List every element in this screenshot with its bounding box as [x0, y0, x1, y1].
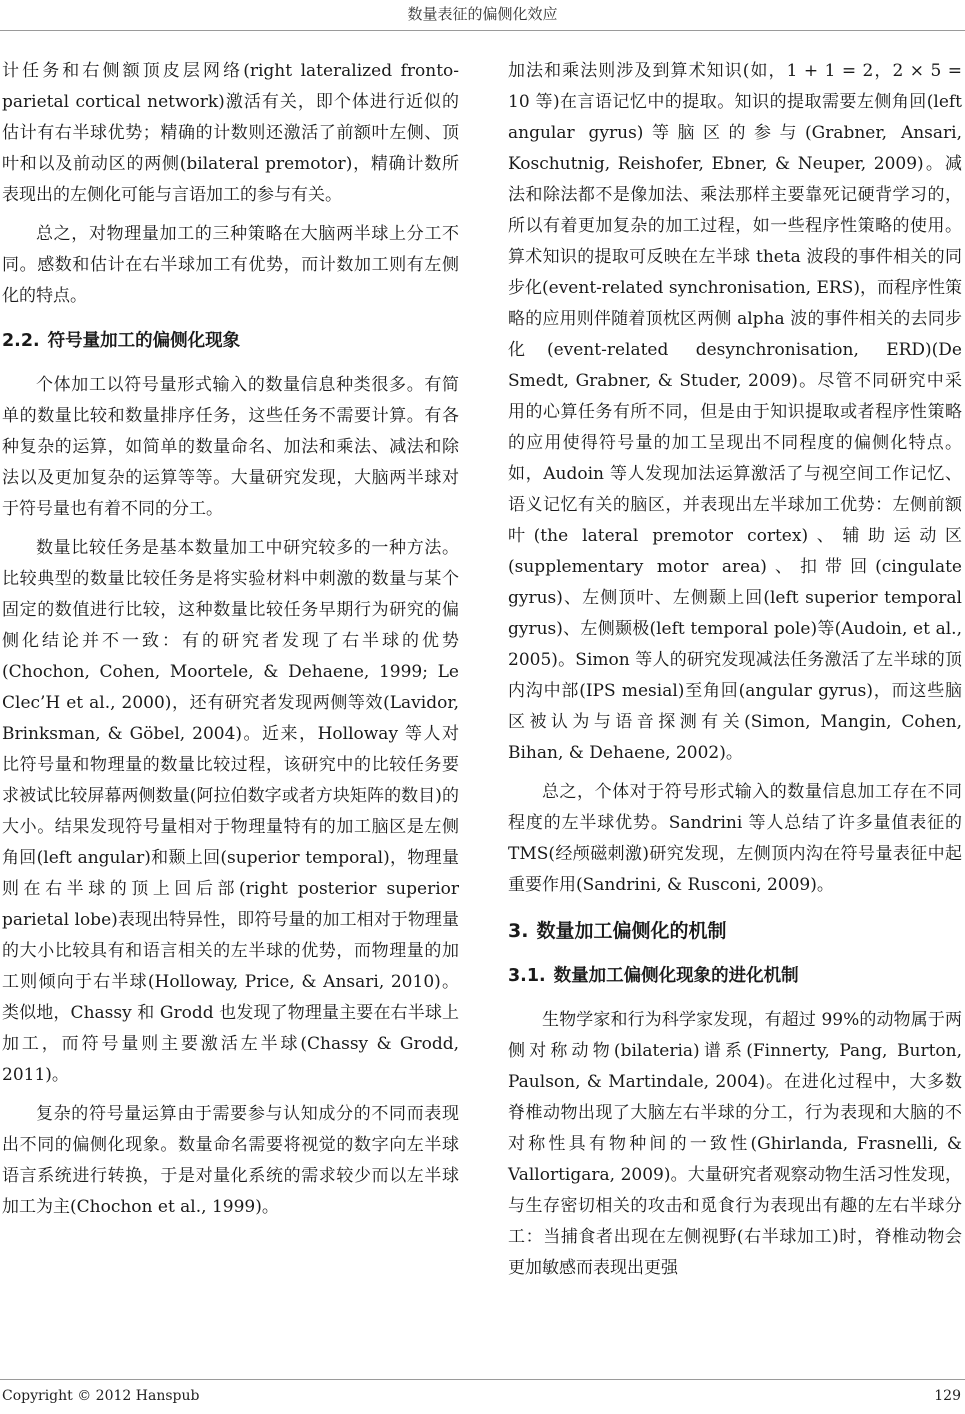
section-title: 数量加工偏侧化的机制: [536, 920, 727, 942]
paragraph: 生物学家和行为科学家发现，有超过 99%的动物属于两侧对称动物(bilateria)谱系(Finnerty, Pang, Burton, Paulson, & Martindale, 2004)。在进化过程中，大多数脊椎动物出现了大脑左右半球的分工，行为表现和大脑的不对称性具有物种间的一致性(Ghirlanda, Frasnelli, & Vallortigara, 2009)。大量研究者观察动物生活习性发现，与生存密切相关的攻击和觅食行为表现出有趣的左右半球分工：当捕食者出现在左侧视野(右半球加工)时，脊椎动物会更加敏感而表现出更强: [508, 1010, 962, 1278]
section-heading-3-1: [508, 961, 962, 991]
section-number: 2.2.: [2, 331, 40, 351]
paragraph: 数量比较任务是基本数量加工中研究较多的一种方法。比较典型的数量比较任务是将实验材料中刺激的数量与某个固定的数值进行比较，这种数量比较任务早期行为研究的偏侧化结论并不一致：有的研究者发现了右半球的优势(Chochon, Cohen, Moortele, & Dehaene, 1999; Le Clec’H et al., 2000)，还有研究者发现两侧等效(Lavidor, Brinksman, & Göbel, 2004)。近来，Holloway 等人对比符号量和物理量的数量比较过程，该研究中的比较任务要求被试比较屏幕两侧数量(阿拉伯数字或者方块矩阵的数目)的大小。结果发现符号量相对于物理量特有的加工脑区是左侧角回(left angular)和颞上回(superior temporal)，物理量则在右半球的顶上回后部(right posterior superior parietal lobe)表现出特异性，即符号量的加工相对于物理量的大小比较具有和语言相关的左半球的优势，而物理量的加工则倾向于右半球(Holloway, Price, & Ansari, 2010)。类似地，Chassy 和 Grodd 也发现了物理量主要在右半球上加工，而符号量则主要激活左半球(Chassy & Grodd, 2011)。: [2, 538, 459, 1085]
page-number: 129: [934, 1388, 961, 1404]
right-column: [508, 56, 962, 1292]
copyright-notice: Copyright © 2012 Hanspub: [2, 1388, 200, 1404]
running-header: 数量表征的偏侧化效应: [407, 5, 558, 23]
paragraph: 复杂的符号量运算由于需要参与认知成分的不同而表现出不同的偏侧化现象。数量命名需要将视觉的数字向左半球语言系统进行转换，于是对量化系统的需求较少而以左半球加工为主(Chochon et al., 1999)。: [2, 1104, 459, 1217]
section-title: 数量加工偏侧化现象的进化机制: [553, 966, 799, 986]
section-heading-2-2: [2, 326, 459, 356]
header-divider: [0, 30, 965, 31]
section-number: 3.1.: [508, 966, 546, 986]
section-heading-3: [508, 915, 962, 947]
left-column: [2, 56, 459, 1231]
paragraph: 总之，对物理量加工的三种策略在大脑两半球上分工不同。感数和估计在右半球加工有优势，而计数加工则有左侧化的特点。: [2, 224, 459, 306]
footer-divider: [0, 1379, 965, 1380]
paragraph: 加法和乘法则涉及到算术知识(如，1 + 1 = 2，2 × 5 = 10 等)在言语记忆中的提取。知识的提取需要左侧角回(left angular gyrus)等脑区的参与(Grabner, Ansari, Koschutnig, Reishofer, Ebner, & Neuper, 2009)。减法和除法都不是像加法、乘法那样主要靠死记硬背学习的，所以有着更加复杂的加工过程，如一些程序性策略的使用。算术知识的提取可反映在左半球 theta 波段的事件相关的同步化(event-related synchronisation, ERS)，而程序性策略的应用则伴随着顶枕区两侧 alpha 波的事件相关的去同步化(event-related desynchronisation, ERD)(De Smedt, Grabner, & Studer, 2009)。尽管不同研究中采用的心算任务有所不同，但是由于知识提取或者程序性策略的应用使得符号量的加工呈现出不同程度的偏侧化特点。如，Audoin 等人发现加法运算激活了与视空间工作记忆、语义记忆有关的脑区，并表现出左半球加工优势：左侧前额叶(the lateral premotor cortex)、辅助运动区(supplementary motor area)、扣带回(cingulate gyrus)、左侧顶叶、左侧颞上回(left superior temporal gyrus)、左侧颞极(left temporal pole)等(Audoin, et al., 2005)。Simon 等人的研究发现减法任务激活了左半球的顶内沟中部(IPS mesial)至角回(angular gyrus)，而这些脑区被认为与语音探测有关(Simon, Mangin, Cohen, Bihan, & Dehaene, 2002)。: [508, 61, 962, 763]
section-number: 3.: [508, 920, 529, 942]
paragraph: 总之，个体对于符号形式输入的数量信息加工存在不同程度的左半球优势。Sandrini 等人总结了许多量值表征的 TMS(经颅磁刺激)研究发现，左侧顶内沟在符号量表征中起重要作用(Sandrini, & Rusconi, 2009)。: [508, 782, 962, 895]
section-title: 符号量加工的偏侧化现象: [47, 331, 241, 351]
paragraph: 个体加工以符号量形式输入的数量信息种类很多。有简单的数量比较和数量排序任务，这些任务不需要计算。有各种复杂的运算，如简单的数量命名、加法和乘法、减法和除法以及更加复杂的运算等等。大量研究发现，大脑两半球对于符号量也有着不同的分工。: [2, 375, 459, 519]
paragraph: 计任务和右侧额顶皮层网络(right lateralized fronto-parietal cortical network)激活有关，即个体进行近似的估计有右半球优势；精确的计数则还激活了前额叶左侧、顶叶和以及前动区的两侧(bilateral premotor)，精确计数所表现出的左侧化可能与言语加工的参与有关。: [2, 61, 459, 205]
